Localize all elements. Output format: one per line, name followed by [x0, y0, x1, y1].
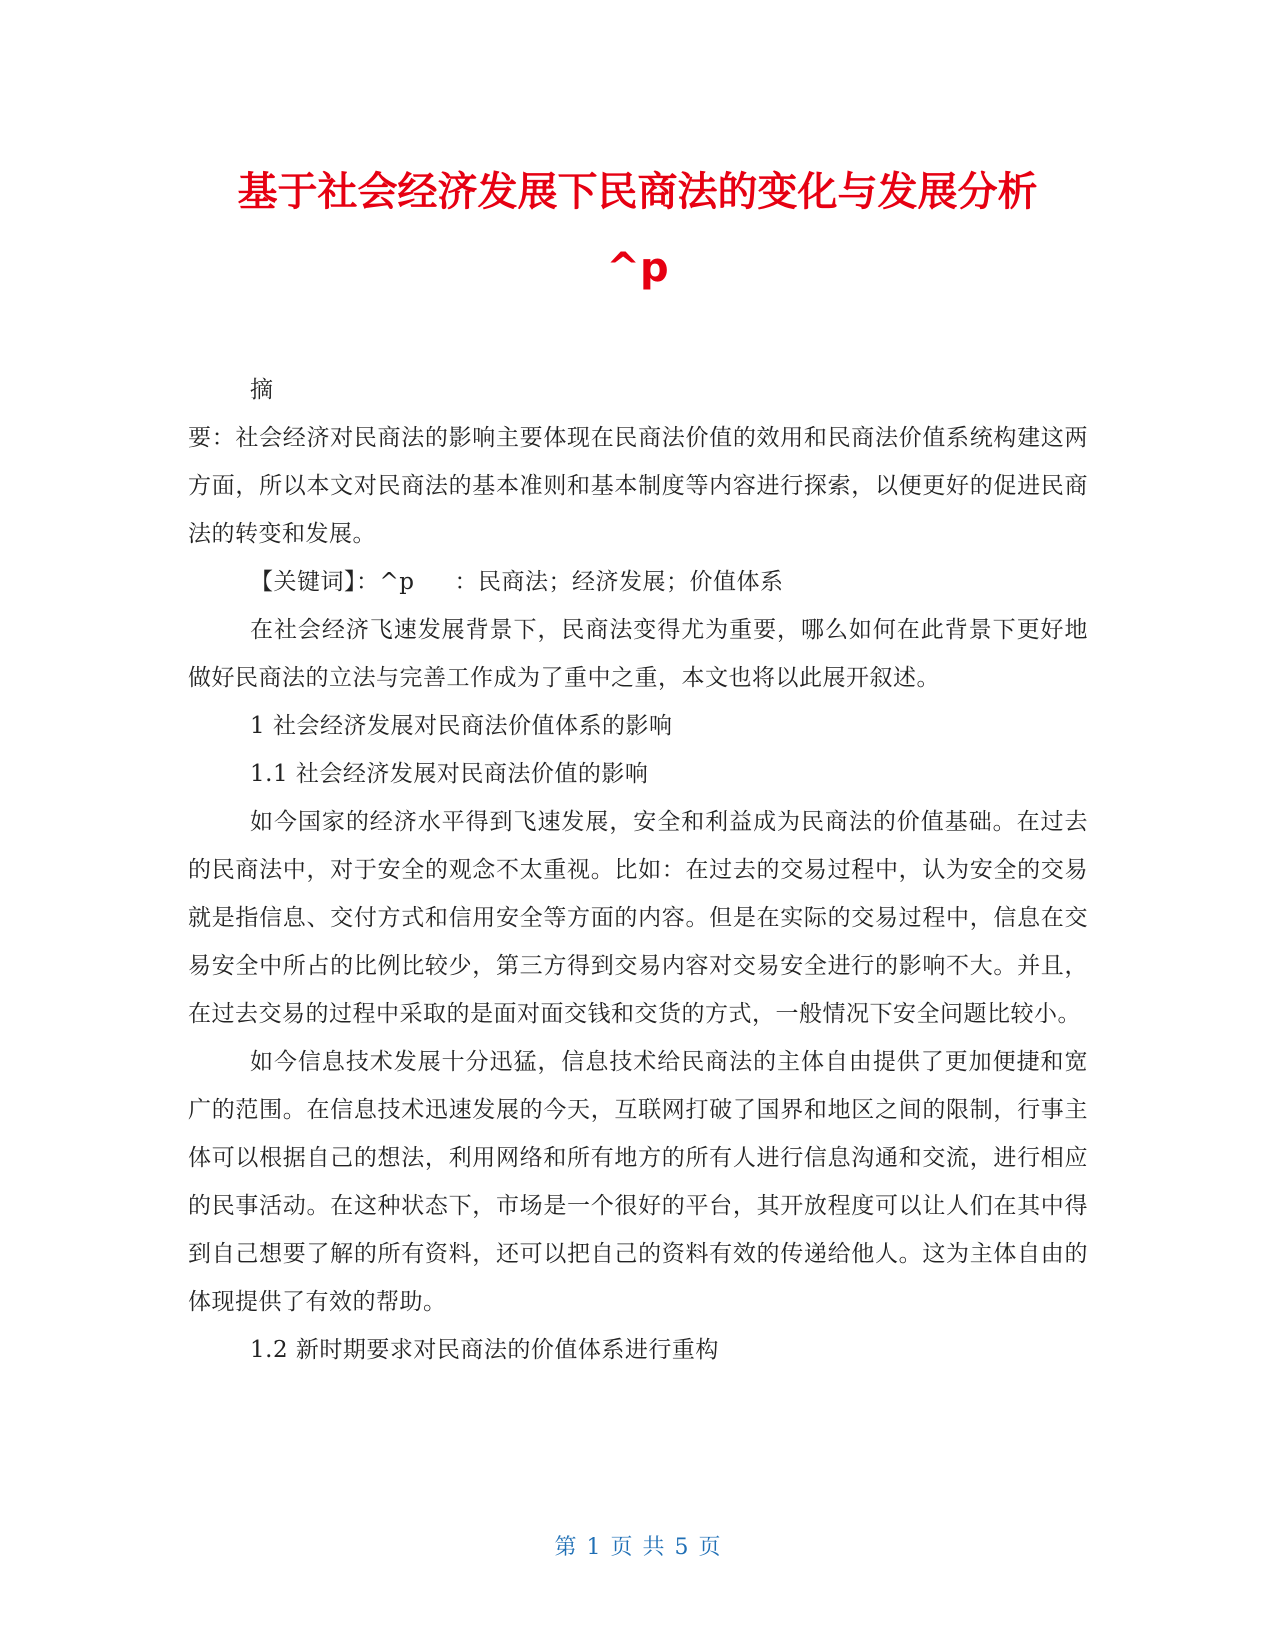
footer-page-word: 第 [554, 1535, 577, 1560]
paragraph-1: 如今国家的经济水平得到飞速发展，安全和利益成为民商法的价值基础。在过去的民商法中，对于安全的观念不太重视。比如：在过去的交易过程中，认为安全的交易就是指信息、交付方式和信用安全等方面的内容。但是在实际的交易过程中，信息在交易安全中所占的比例比较少，第三方得到交易内容对交易安全进行的影响不大。并且，在过去交易的过程中采取的是面对面交钱和交货的方式，一般情况下安全问题比较小。 [188, 809, 1088, 1027]
footer-page-total: 5 [674, 1535, 689, 1560]
section-heading-1: 1 社会经济发展对民商法价值体系的影响 [250, 713, 673, 739]
document-title-suffix: ^p [606, 245, 669, 291]
footer-page-unit: 页 [610, 1535, 633, 1560]
paragraph-2: 如今信息技术发展十分迅猛，信息技术给民商法的主体自由提供了更加便捷和宽广的范围。在信息技术迅速发展的今天，互联网打破了国界和地区之间的限制，行事主体可以根据自己的想法，利用网络和所有地方的所有人进行信息沟通和交流，进行相应的民事活动。在这种状态下，市场是一个很好的平台，其开放程度可以让人们在其中得到自己想要了解的所有资料，还可以把自己的资料有效的传递给他人。这为主体自由的体现提供了有效的帮助。 [188, 1049, 1088, 1315]
footer-page-current: 1 [586, 1535, 601, 1560]
document-body [188, 366, 1088, 1374]
section-heading-1-2: 1.2 新时期要求对民商法的价值体系进行重构 [250, 1337, 719, 1363]
footer-total-unit: 页 [698, 1535, 721, 1560]
keywords-text: ：民商法；经济发展；价值体系 [454, 569, 784, 595]
keywords-label: 【关键词】：^p [250, 569, 415, 595]
abstract-label: 摘 [250, 377, 274, 403]
keywords-line [188, 558, 1088, 606]
intro-paragraph: 在社会经济飞速发展背景下，民商法变得尤为重要，哪么如何在此背景下更好地做好民商法的立法与完善工作成为了重中之重，本文也将以此展开叙述。 [188, 617, 1088, 691]
footer-total-word: 共 [642, 1535, 665, 1560]
abstract-text: 要：社会经济对民商法的影响主要体现在民商法价值的效用和民商法价值系统构建这两方面，所以本文对民商法的基本准则和基本制度等内容进行探索，以便更好的促进民商法的转变和发展。 [188, 425, 1088, 547]
page-footer [0, 1530, 1275, 1561]
section-heading-1-1: 1.1 社会经济发展对民商法价值的影响 [250, 761, 649, 787]
document-title: 基于社会经济发展下民商法的变化与发展分析 [237, 169, 1038, 215]
